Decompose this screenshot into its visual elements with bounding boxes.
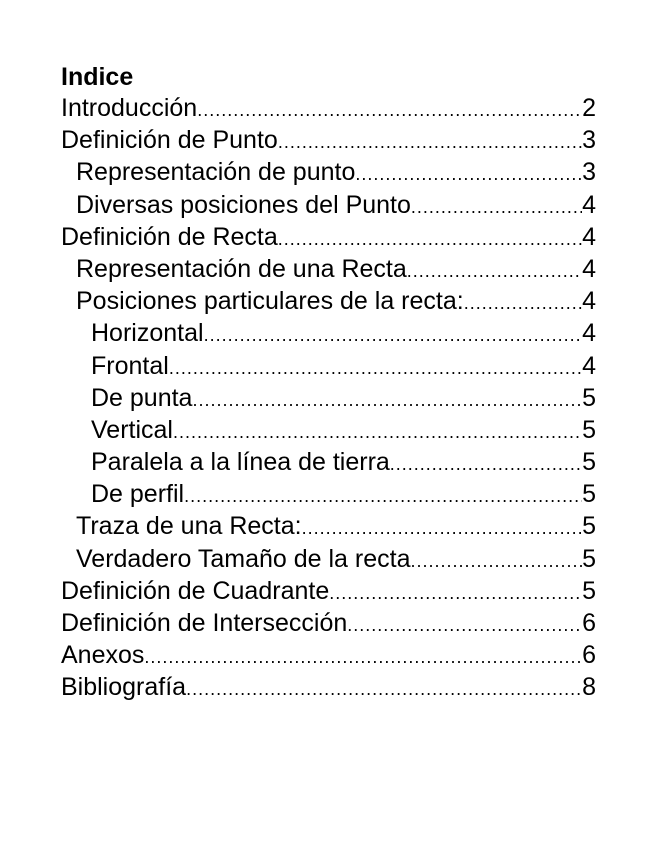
toc-entry-page-number: 4: [582, 319, 596, 348]
dot-leader: [278, 223, 582, 255]
toc-entry[interactable]: [61, 189, 596, 221]
toc-entry-label: De perfil: [91, 480, 185, 509]
toc-entry-page-number: 5: [582, 383, 596, 412]
toc-entry[interactable]: [61, 543, 596, 575]
toc-entry-label: Representación de punto: [76, 158, 356, 187]
dot-leader: [347, 609, 582, 641]
dot-leader: [144, 641, 582, 673]
toc-entry-page-number: 5: [582, 576, 596, 605]
toc-entry[interactable]: [61, 510, 596, 542]
toc-entry[interactable]: [61, 478, 596, 510]
dot-leader: [197, 94, 582, 126]
toc-entry-label: Vertical: [91, 415, 173, 444]
toc-entry-page-number: 4: [582, 190, 596, 219]
toc-entry-page-number: 3: [582, 126, 596, 155]
toc-entry-label: Anexos: [61, 641, 145, 670]
toc-entry-label: Verdadero Tamaño de la recta: [76, 544, 411, 573]
toc-entry-label: Traza de una Recta:: [76, 512, 302, 541]
toc-entry[interactable]: [61, 414, 596, 446]
toc-list: [61, 92, 596, 704]
dot-leader: [411, 545, 583, 577]
dot-leader: [184, 480, 582, 512]
toc-entry-label: De punta: [91, 383, 193, 412]
toc-entry-page-number: 5: [582, 512, 596, 541]
toc-entry[interactable]: [61, 156, 596, 188]
dot-leader: [278, 126, 582, 158]
toc-entry-page-number: 4: [582, 351, 596, 380]
toc-entry-label: Representación de una Recta: [76, 254, 407, 283]
toc-entry-page-number: 8: [582, 673, 596, 702]
toc-entry-page-number: 4: [582, 222, 596, 251]
toc-entry[interactable]: [61, 317, 596, 349]
toc-entry-page-number: 3: [582, 158, 596, 187]
toc-entry[interactable]: [61, 607, 596, 639]
dot-leader: [302, 512, 583, 544]
dot-leader: [192, 384, 582, 416]
toc-entry-label: Definición de Recta: [61, 222, 278, 251]
toc-entry[interactable]: [61, 350, 596, 382]
toc-entry[interactable]: [61, 253, 596, 285]
toc-entry-page-number: 4: [582, 287, 596, 316]
toc-entry-label: Diversas posiciones del Punto: [76, 190, 411, 219]
toc-entry-label: Introducción: [61, 94, 198, 122]
dot-leader: [173, 416, 582, 448]
toc-entry[interactable]: [61, 382, 596, 414]
toc-entry[interactable]: [61, 92, 596, 124]
toc-entry[interactable]: [61, 446, 596, 478]
toc-title: Indice: [61, 63, 134, 91]
dot-leader: [411, 191, 582, 223]
toc-entry-page-number: 5: [582, 415, 596, 444]
toc-entry-page-number: 6: [582, 641, 596, 670]
dot-leader: [407, 255, 582, 287]
toc-entry-page-number: 6: [582, 609, 596, 637]
toc-entry[interactable]: [61, 221, 596, 253]
toc-entry[interactable]: [61, 639, 596, 671]
toc-entry-page-number: 4: [582, 254, 596, 283]
dot-leader: [355, 158, 582, 190]
dot-leader: [464, 287, 582, 319]
dot-leader: [204, 319, 583, 351]
dot-leader: [186, 673, 582, 705]
toc-entry-page-number: 5: [582, 480, 596, 509]
toc-entry-label: Definición de Punto: [61, 126, 278, 155]
toc-entry-label: Frontal: [91, 351, 169, 380]
toc-entry[interactable]: [61, 124, 596, 156]
toc-entry-page-number: 5: [582, 544, 596, 573]
toc-entry-label: Posiciones particulares de la recta:: [76, 287, 464, 316]
toc-entry[interactable]: [61, 671, 596, 703]
toc-entry-page-number: 2: [582, 94, 596, 122]
dot-leader: [390, 448, 582, 480]
dot-leader: [329, 577, 582, 609]
toc-entry-label: Definición de Cuadrante: [61, 576, 330, 605]
toc-entry[interactable]: [61, 575, 596, 607]
toc-entry[interactable]: [61, 285, 596, 317]
dot-leader: [169, 352, 582, 384]
toc-entry-label: Paralela a la línea de tierra: [91, 448, 390, 477]
toc-entry-label: Definición de Intersección: [61, 609, 348, 637]
toc-entry-label: Horizontal: [91, 319, 204, 348]
table-of-contents: [61, 60, 596, 704]
toc-entry-page-number: 5: [582, 448, 596, 477]
toc-entry-label: Bibliografía: [61, 673, 187, 702]
